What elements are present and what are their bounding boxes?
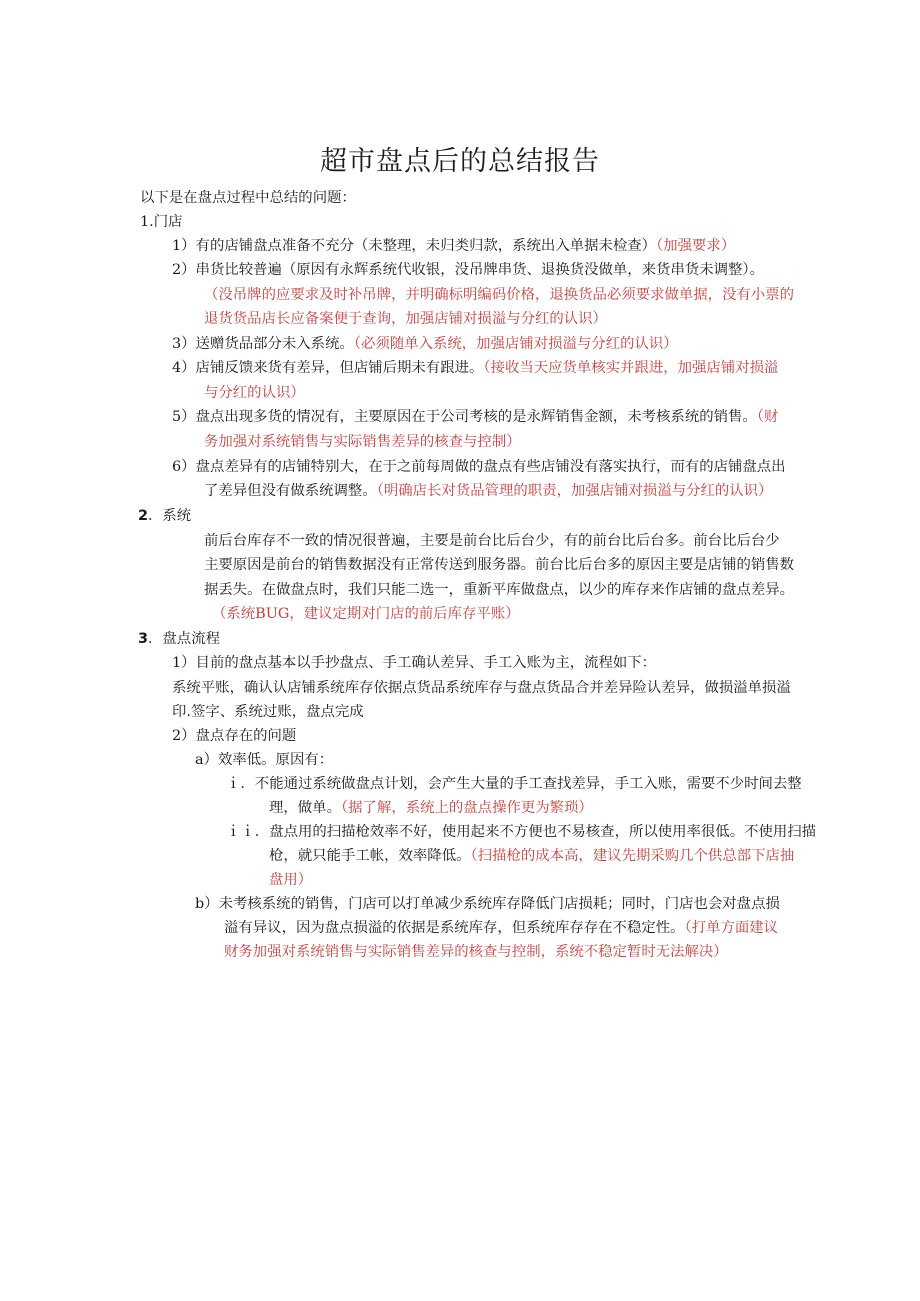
item-text: 送赠货品部分未入系统。 [195,336,354,352]
item-label: 1） [172,238,196,254]
list-item [172,406,778,430]
item-label: 2） [172,728,196,744]
list-item [172,235,735,259]
item-text: 未考核系统的销售，门店可以打单减少系统库存降低门店损耗；同时，门店也会对盘点损 [218,896,780,912]
item-label: 1） [172,655,196,671]
item-note: 财务加强对系统销售与实际销售差异的核查与控制，系统不稳定暂时无法解决） [224,944,728,960]
item-label: 4） [172,360,196,376]
item-note: （必须随单入系统，加强店铺对损溢与分红的认识） [353,336,678,352]
item-label: a） [195,752,218,768]
item-text: 效率低。原因有： [217,752,334,768]
item-label: 5） [172,409,196,425]
item-note: （打单方面建议 [684,920,779,936]
item-continuation [269,845,794,869]
item-text: 盘点存在的问题 [195,728,297,744]
sub-sub-item [226,773,802,797]
item-label: ｉ． [226,776,255,792]
item-continuation [269,797,593,821]
sub-item [195,749,333,773]
section-number: 2 [138,508,149,524]
item-continuation [224,917,778,941]
item-note: （接收当天应货单核实并跟进，加强店铺对损溢 [483,360,779,376]
item-label: 3） [172,336,196,352]
item-note: （加强要求） [656,238,736,254]
flow-line: 系统平账，确认认店铺系统库存依据点货品系统库存与盘点货品合并差异险认差异，做损溢单损溢 [172,680,791,696]
item-label: ｉｉ． [226,824,270,840]
item-text: 盘点出现多货的情况有，主要原因在于公司考核的是永辉销售金额，未考核系统的销售。 [195,409,757,425]
item-note: （明确店长对货品管理的职责，加强店铺对损溢与分红的认识） [376,483,773,499]
paragraph-line: 据丢失。在做盘点时，我们只能二选一，重新平库做盘点，以少的库存来作店铺的盘点差异。 [204,582,795,598]
item-label: b） [195,896,219,912]
item-text: 了差异但没有做系统调整。 [204,483,377,499]
document-title: 超市盘点后的总结报告 [320,146,600,177]
item-text: 盘点差异有的店铺特别大，在于之前每周做的盘点有些店铺没有落实执行，而有的店铺盘点出 [195,459,786,475]
item-note: 退货货品店长应备案便于查询，加强店铺对损溢与分红的认识） [204,311,607,327]
flow-line: 印.签字、系统过账，盘点完成 [172,704,364,720]
item-text: 盘点用的扫描枪效率不好，使用起来不方便也不易核查，所以使用率很低。不使用扫描 [269,824,817,840]
item-note: （没吊牌的应要求及时补吊牌，并明确标明编码价格，退换货品必须要求做单据，没有小票的 [204,287,795,303]
item-note: （扫描枪的成本高，建议先期采购几个供总部下店抽 [470,848,795,864]
item-note: 务加强对系统销售与实际销售差异的核查与控制） [204,434,521,450]
section-title: 门店 [153,214,183,230]
item-note: 盘用） [269,872,313,888]
list-item [172,357,778,381]
item-text: 理，做单。 [269,800,341,816]
item-text: 不能通过系统做盘点计划，会产生大量的手工查找差异，手工入账，需要不少时间去整 [254,776,802,792]
item-note: （财 [756,409,779,425]
paragraph-line: 前后台库存不一致的情况很普遍，主要是前台比后台少，有的前台比后台多。前台比后台少 [204,533,780,549]
item-label: 2） [172,262,196,278]
sub-sub-item [226,821,816,845]
item-text: 枪，就只能手工帐，效率降低。 [269,848,471,864]
list-item [172,725,296,749]
item-note: 与分红的认识） [204,385,305,401]
section-title: ．系统 [148,508,192,524]
item-note: （据了解，系统上的盘点操作更为繁琐） [340,800,593,816]
section-title: ．盘点流程 [148,631,220,647]
item-text: 溢有异议，因为盘点损溢的依据是系统库存，但系统库存存在不稳定性。 [224,920,685,936]
sub-item [195,893,780,917]
section-note: （系统BUG，建议定期对门店的前后库存平账） [212,606,520,622]
item-text: 店铺反馈来货有差异，但店铺后期未有跟进。 [195,360,484,376]
list-item [172,652,656,676]
list-item [172,259,764,283]
section-3-heading [138,628,220,652]
item-continuation [204,480,772,504]
list-item [172,456,786,480]
list-item [172,333,678,357]
item-text: 串货比较普遍（原因有永辉系统代收银，没吊牌串货、退换货没做单，来货串货未调整）。 [195,262,764,278]
item-text: 目前的盘点基本以手抄盘点、手工确认差异、手工入账为主，流程如下： [195,655,657,671]
item-label: 6） [172,459,196,475]
section-number: 3 [138,631,149,647]
intro-text: 以下是在盘点过程中总结的问题： [140,190,356,206]
paragraph-line: 主要原因是前台的销售数据没有正常传送到服务器。前台比后台多的原因主要是店铺的销售数 [204,557,795,573]
item-text: 有的店铺盘点准备不充分（未整理，未归类归款，系统出入单据未检查） [195,238,657,254]
section-1-heading [140,211,183,235]
section-2-heading [138,505,191,529]
section-number: 1. [140,214,154,230]
